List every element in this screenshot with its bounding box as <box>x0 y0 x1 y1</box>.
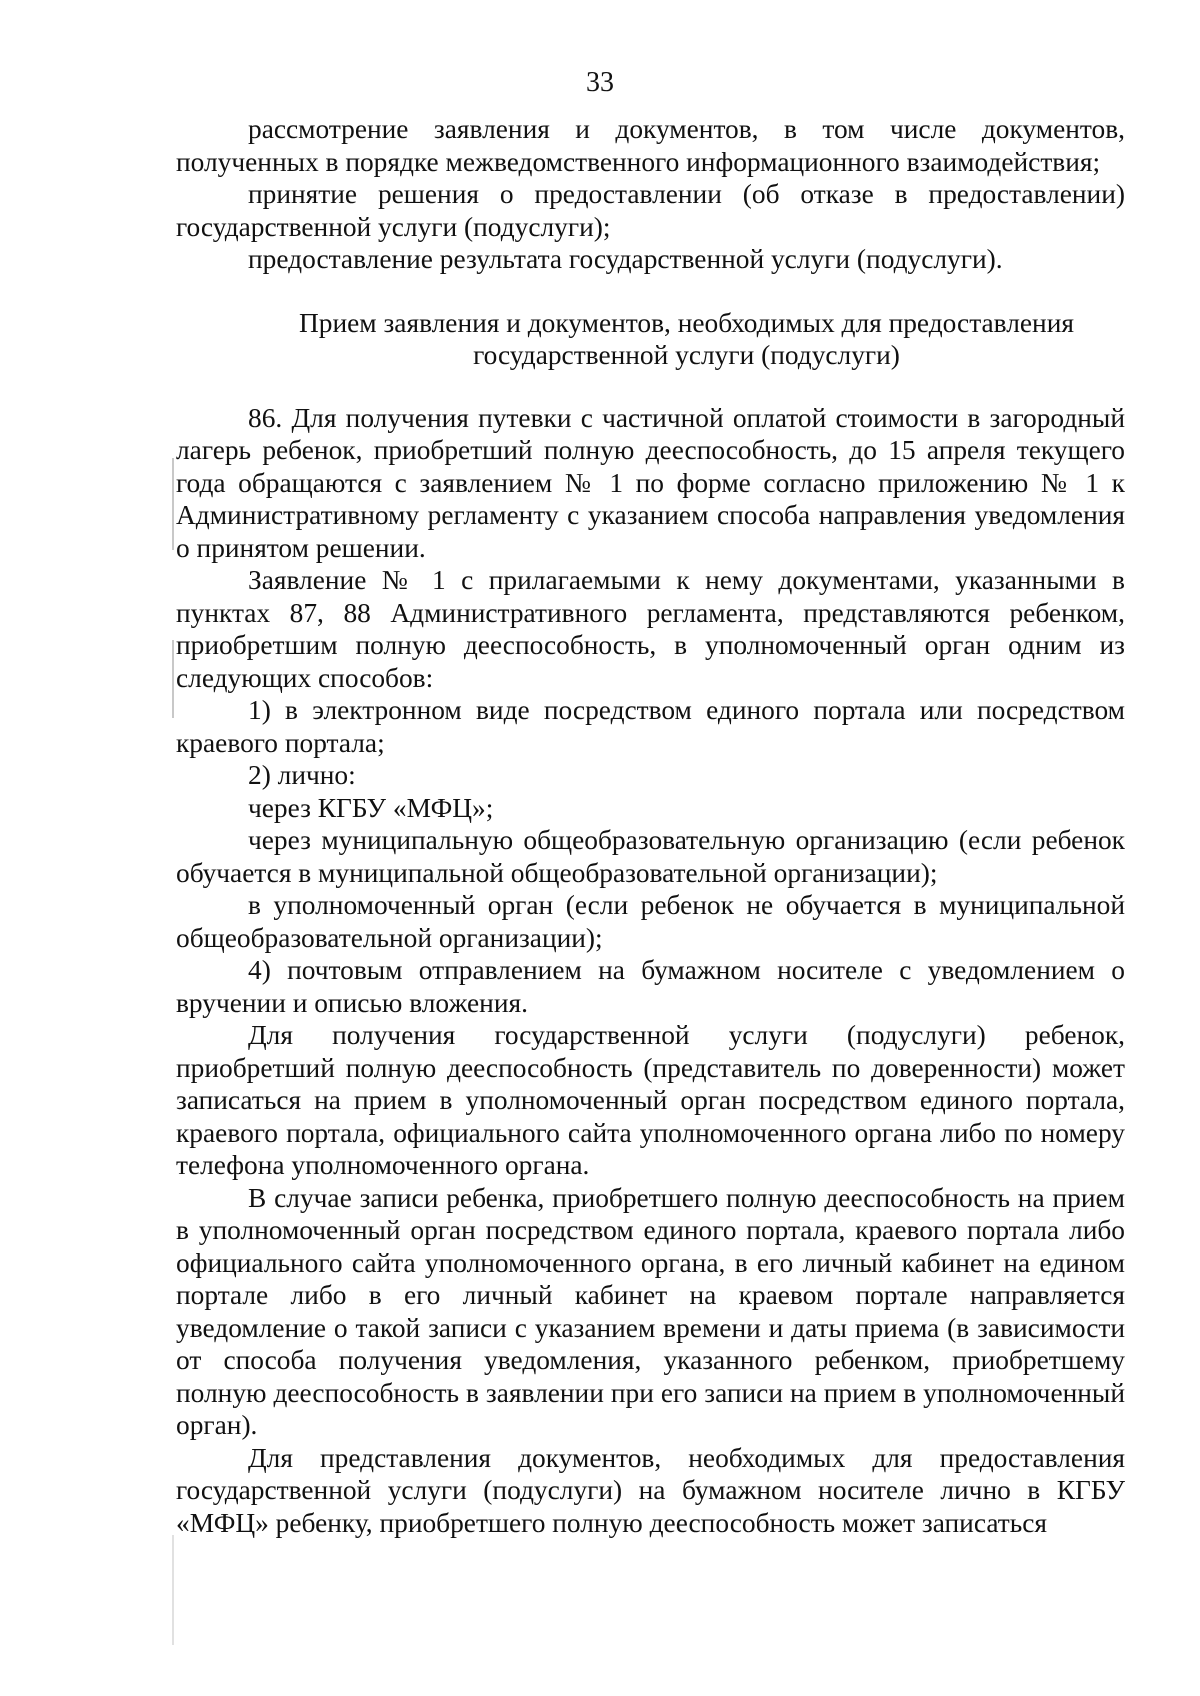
list-item: 4) почтовым отправлением на бумажном носителе с уведомлением о вручении и описью вложения. <box>176 955 1125 1018</box>
scan-artifact-line <box>172 640 174 718</box>
paragraph: 86. Для получения путевки с частичной оплатой стоимости в загородный лагерь ребенок, приобретший полную дееспособность, до 15 апреля текущего года обращаются с заявлением № 1 по форме согласно приложению № 1 к Административному регламенту с указанием способа направления уведомления о принятом решении. <box>176 402 1125 563</box>
list-item: в уполномоченный орган (если ребенок не обучается в муниципальной общеобразовательной организации); <box>176 890 1125 953</box>
paragraph: рассмотрение заявления и документов, в том числе документов, полученных в порядке межведомственного информационного взаимодействия; <box>176 114 1125 177</box>
section-heading <box>176 307 1125 372</box>
section-heading-line: Прием заявления и документов, необходимых для предоставления <box>299 307 1074 338</box>
paragraph: предоставление результата государственной услуги (подуслуги). <box>248 244 1003 274</box>
list-item: 2) лично: <box>248 760 356 790</box>
list-item: через муниципальную общеобразовательную организацию (если ребенок обучается в муниципальной общеобразовательной организации); <box>176 825 1125 888</box>
list-item: через КГБУ «МФЦ»; <box>248 792 494 823</box>
scan-artifact-line <box>172 458 174 550</box>
section-heading-line: государственной услуги (подуслуги) <box>473 340 900 370</box>
document-body <box>176 113 1125 1539</box>
paragraph: Для получения государственной услуги (подуслуги) ребенок, приобретший полную дееспособность (представитель по доверенности) может записаться на прием в уполномоченный орган посредством единого портала, краевого портала, официального сайта уполномоченного органа либо по номеру телефона уполномоченного органа. <box>176 1020 1125 1180</box>
list-item: 1) в электронном виде посредством единого портала или посредством краевого портала; <box>176 695 1125 758</box>
scan-artifact-line <box>172 1535 174 1645</box>
paragraph: Заявление № 1 с прилагаемыми к нему документами, указанными в пунктах 87, 88 Административного регламента, представляются ребенком, приобретшим полную дееспособность, в уполномоченный орган одним из следующих способов: <box>176 565 1125 693</box>
paragraph: В случае записи ребенка, приобретшего полную дееспособность на прием в уполномоченный орган посредством единого портала, краевого портала либо официального сайта уполномоченного органа, в его личный кабинет на едином портале либо в его личный кабинет на краевом портале направляется уведомление о такой записи с указанием времени и даты приема (в зависимости от способа получения уведомления, указанного ребенком, приобретшему полную дееспособность в заявлении при его записи на прием в уполномоченный орган). <box>176 1182 1125 1440</box>
page-number: 33 <box>586 67 614 98</box>
paragraph: принятие решения о предоставлении (об отказе в предоставлении) государственной услуги (подуслуги); <box>176 179 1125 242</box>
paragraph: Для представления документов, необходимых для предоставления государственной услуги (подуслуги) на бумажном носителе лично в КГБУ «МФЦ» ребенку, приобретшего полную дееспособность может записаться <box>176 1442 1125 1538</box>
